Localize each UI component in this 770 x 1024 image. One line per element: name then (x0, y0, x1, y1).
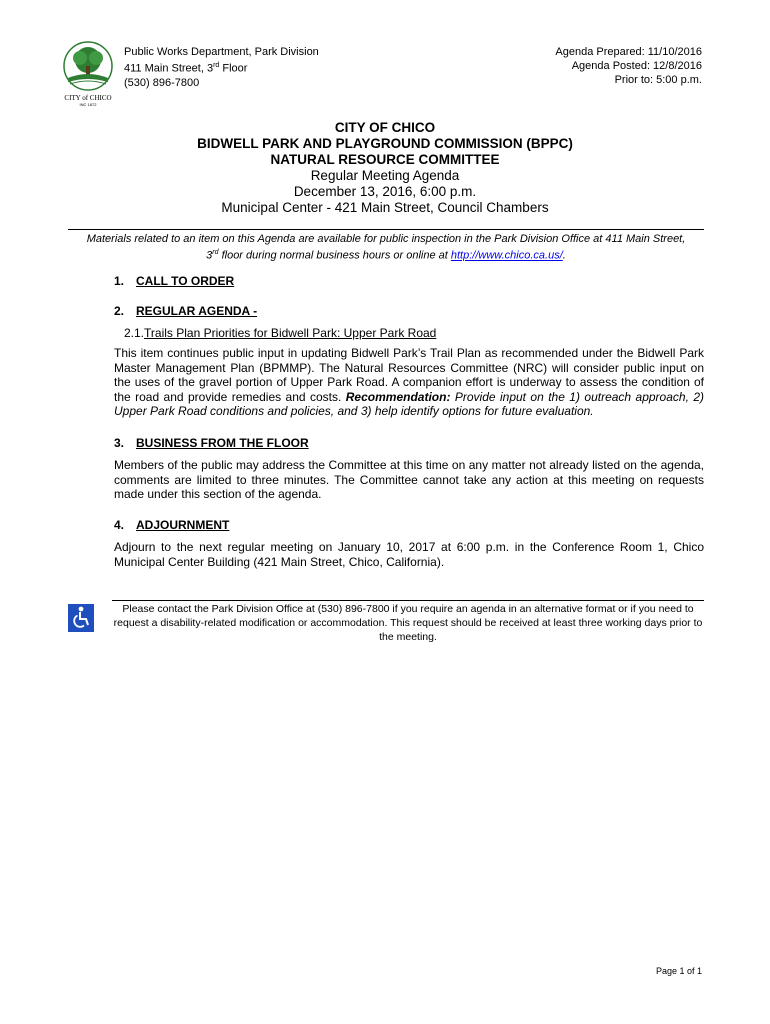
adjournment-text: Adjourn to the next regular meeting on January 10, 2017 at 6:00 p.m. in the Conference Room 1, Chico Municipal Center Building (421 Main Street, Chico, California). (114, 540, 704, 569)
materials-note (68, 232, 704, 263)
section-adjournment: 4. ADJOURNMENT (114, 518, 230, 532)
title-divider (68, 229, 704, 230)
materials-note-line2: 3rd floor during normal business hours or online at http://www.chico.ca.us/. (206, 249, 566, 262)
business-from-floor-text: Members of the public may address the Committee at this time on any matter not already listed on the agenda, comments are limited to three minutes. The Committee cannot take any action at this meeting on requests made under this section of the agenda. (114, 458, 704, 502)
agenda-posted: Agenda Posted: 12/8/2016 (571, 60, 702, 72)
posted-time: Prior to: 5:00 p.m. (614, 74, 702, 86)
section-regular-agenda: 2. REGULAR AGENDA - (114, 304, 258, 318)
materials-note-line1: Materials related to an item on this Agenda are available for public inspection in the Park Division Office at 411 Main Street, (86, 233, 686, 245)
city-of-chico-seal-icon (60, 38, 116, 108)
section-call-to-order: 1. CALL TO ORDER (114, 274, 235, 288)
header-address (124, 45, 424, 90)
chico-website-link[interactable]: http://www.chico.ca.us/ (450, 249, 563, 262)
item-trails-plan: 2.1.Trails Plan Priorities for Bidwell Park: Upper Park Road (124, 326, 437, 340)
agenda-prepared: Agenda Prepared: 11/10/2016 (555, 46, 702, 58)
contact-divider (112, 600, 704, 601)
section-business-from-floor: 3. BUSINESS FROM THE FLOOR (114, 436, 309, 450)
agenda-title-block (40, 120, 730, 216)
logo-subtext: INC 1872 (79, 102, 97, 107)
header-dates (402, 45, 702, 87)
accessibility-contact-note: Please contact the Park Division Office at (530) 896-7800 if you require an agenda in an alternative format or if you need to request a disability-related modification or accommodation. This request should be received at least three working days prior to the meeting. (113, 603, 703, 643)
logo-text: CITY of CHICO (64, 94, 112, 102)
title-location: Municipal Center - 421 Main Street, Council Chambers (221, 200, 549, 215)
title-meeting-type: Regular Meeting Agenda (310, 168, 460, 183)
trails-plan-description: This item continues public input in updating Bidwell Park’s Trail Plan as recommended under the Bidwell Park Master Management Plan (BPMMP). The Natural Resources Committee (NRC) will consider public input on the uses of the gravel portion of Upper Park Road. A companion effort is underway to assess the condition of the road and provide remedies and costs. Recommendation: Provide input on the 1) outreach approach, 2) Upper Park Road conditions and policies, and 3) help identify options for future evaluation. (114, 346, 704, 419)
title-committee: NATURAL RESOURCE COMMITTEE (270, 152, 500, 167)
page-number: Page 1 of 1 (655, 966, 702, 976)
title-date: December 13, 2016, 6:00 p.m. (293, 184, 477, 199)
wheelchair-icon (68, 604, 94, 632)
department-name: Public Works Department, Park Division (124, 46, 319, 58)
title-city: CITY OF CHICO (334, 120, 436, 135)
recommendation-label: Recommendation: (345, 389, 451, 404)
street-address: 411 Main Street, 3rd Floor (124, 62, 248, 75)
title-commission: BIDWELL PARK AND PLAYGROUND COMMISSION (BPPC) (197, 136, 573, 151)
phone-number: (530) 896-7800 (124, 76, 200, 89)
